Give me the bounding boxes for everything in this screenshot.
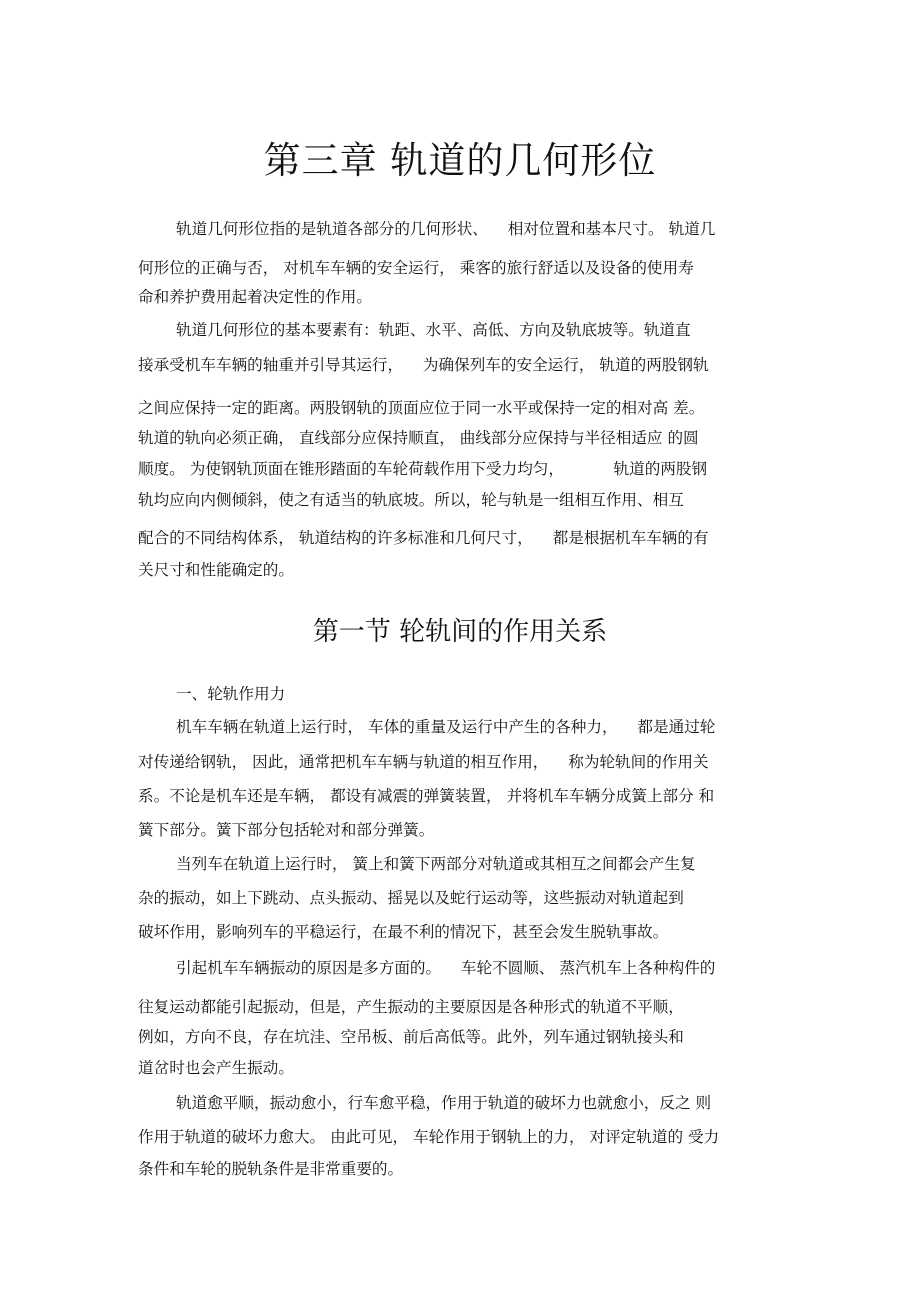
intro-p2-line-3: 之间应保持一定的距离。两股钢轨的顶面应位于同一水平或保持一定的相对高 差。 (138, 399, 705, 417)
intro-p2-line-8: 关尺寸和性能确定的。 (138, 561, 294, 579)
chapter-title: 第三章 轨道的几何形位 (263, 139, 657, 182)
intro-p2-line-5: 顺度。 为使钢轨顶面在锥形踏面的车轮荷载作用下受力均匀， 轨道的两股钢 (138, 460, 708, 478)
subsection-heading: 一、轮轨作用力 (176, 685, 286, 703)
section-p3-line-4: 道岔时也会产生振动。 (138, 1059, 294, 1077)
intro-p1-line-2: 何形位的正确与否， 对机车车辆的安全运行， 乘客的旅行舒适以及设备的使用寿 (138, 259, 694, 277)
section-p1-line-3: 系。不论是机车还是车辆， 都设有减震的弹簧装置， 并将机车车辆分成簧上部分 和 (138, 787, 715, 805)
section-p3-line-2: 往复运动都能引起振动，但是，产生振动的主要原因是各种形式的轨道不平顺， (138, 998, 684, 1016)
section-title: 第一节 轮轨间的作用关系 (312, 617, 608, 647)
section-p4-line-1: 轨道愈平顺，振动愈小，行车愈平稳，作用于轨道的破坏力也就愈小，反之 则 (176, 1094, 712, 1112)
intro-p2-line-2: 接承受机车车辆的轴重并引导其运行， 为确保列车的安全运行， 轨道的两股钢轨 (138, 356, 709, 374)
section-p4-line-2: 作用于轨道的破坏力愈大。 由此可见， 车轮作用于钢轨上的力， 对评定轨道的 受力 (138, 1128, 720, 1146)
section-p2-line-2: 杂的振动，如上下跳动、点头振动、摇晃以及蛇行运动等，这些振动对轨道起到 (138, 889, 684, 907)
intro-p1-line-3: 命和养护费用起着决定性的作用。 (138, 288, 372, 306)
section-p2-line-3: 破坏作用，影响列车的平稳运行，在最不利的情况下，甚至会发生脱轨事故。 (138, 923, 669, 941)
intro-p2-line-7: 配合的不同结构体系， 轨道结构的许多标准和几何尺寸， 都是根据机车车辆的有 (138, 529, 709, 547)
section-p1-line-4: 簧下部分。簧下部分包括轮对和部分弹簧。 (138, 821, 435, 839)
intro-p2-line-4: 轨道的轨向必须正确， 直线部分应保持顺直， 曲线部分应保持与半径相适应 的圆 (138, 429, 699, 447)
intro-p1-line-1: 轨道几何形位指的是轨道各部分的几何形状、 相对位置和基本尺寸。 轨道几 (176, 220, 716, 238)
section-p3-line-3: 例如，方向不良，存在坑洼、空吊板、前后高低等。此外，列车通过钢轨接头和 (138, 1028, 684, 1046)
intro-p2-line-1: 轨道几何形位的基本要素有：轨距、水平、高低、方向及轨底坡等。轨道直 (176, 321, 691, 339)
section-p3-line-1: 引起机车车辆振动的原因是多方面的。 车轮不圆顺、 蒸汽机车上各种构件的 (176, 959, 716, 977)
section-p1-line-2: 对传递给钢轨， 因此，通常把机车车辆与轨道的相互作用， 称为轮轨间的作用关 (138, 753, 709, 771)
section-p2-line-1: 当列车在轨道上运行时， 簧上和簧下两部分对轨道或其相互之间都会产生复 (176, 855, 696, 873)
section-p1-line-1: 机车车辆在轨道上运行时， 车体的重量及运行中产生的各种力， 都是通过轮 (176, 718, 716, 736)
section-p4-line-3: 条件和车轮的脱轨条件是非常重要的。 (138, 1160, 404, 1178)
intro-p2-line-6: 轨均应向内侧倾斜，使之有适当的轨底坡。所以，轮与轨是一组相互作用、相互 (138, 491, 684, 509)
